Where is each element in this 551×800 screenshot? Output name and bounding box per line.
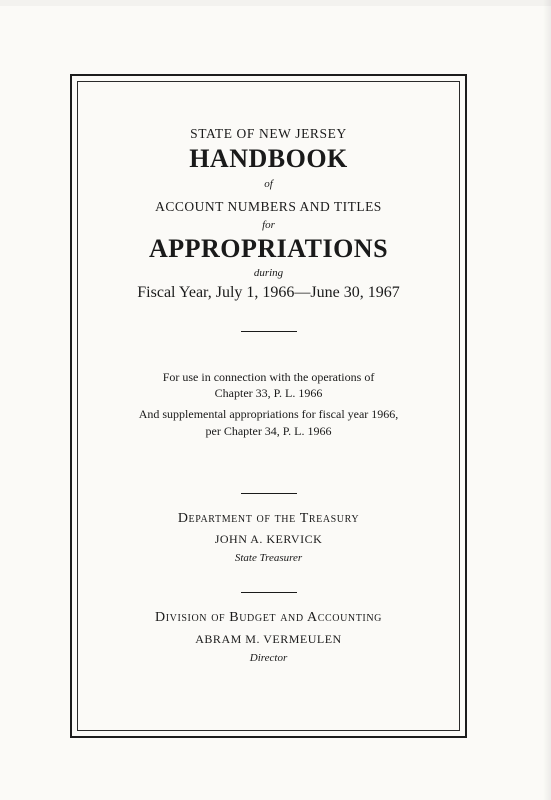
state-heading: STATE OF NEW JERSEY: [190, 126, 347, 141]
scan-artifact-top: [0, 0, 551, 6]
divider-rule: [241, 592, 297, 593]
handbook-title: HANDBOOK: [189, 144, 348, 173]
connector-for: for: [262, 219, 275, 231]
director-title: Director: [249, 652, 288, 664]
title-page-content: [70, 74, 467, 738]
divider-rule: [241, 493, 297, 494]
usage-note-line-2: Chapter 33, P. L. 1966: [214, 386, 323, 400]
department-heading: Department of the Treasury: [177, 511, 360, 526]
supplemental-note-line-1: And supplemental appropriations for fiscal year 1966,: [138, 407, 399, 421]
connector-of: of: [264, 178, 273, 190]
usage-note-line-1: For use in connection with the operations of: [162, 370, 375, 384]
treasurer-title: State Treasurer: [234, 552, 303, 564]
director-name: ABRAM M. VERMEULEN: [195, 632, 342, 646]
scan-artifact-edge: [543, 0, 551, 800]
fiscal-year-line: Fiscal Year, July 1, 1966—June 30, 1967: [137, 284, 400, 301]
division-heading: Division of Budget and Accounting: [154, 610, 383, 625]
treasurer-name: JOHN A. KERVICK: [214, 532, 323, 546]
appropriations-title: APPROPRIATIONS: [148, 234, 389, 263]
supplemental-note-line-2: per Chapter 34, P. L. 1966: [205, 424, 332, 438]
divider-rule: [241, 331, 297, 332]
account-subtitle: ACCOUNT NUMBERS AND TITLES: [155, 199, 382, 214]
connector-during: during: [253, 267, 284, 279]
